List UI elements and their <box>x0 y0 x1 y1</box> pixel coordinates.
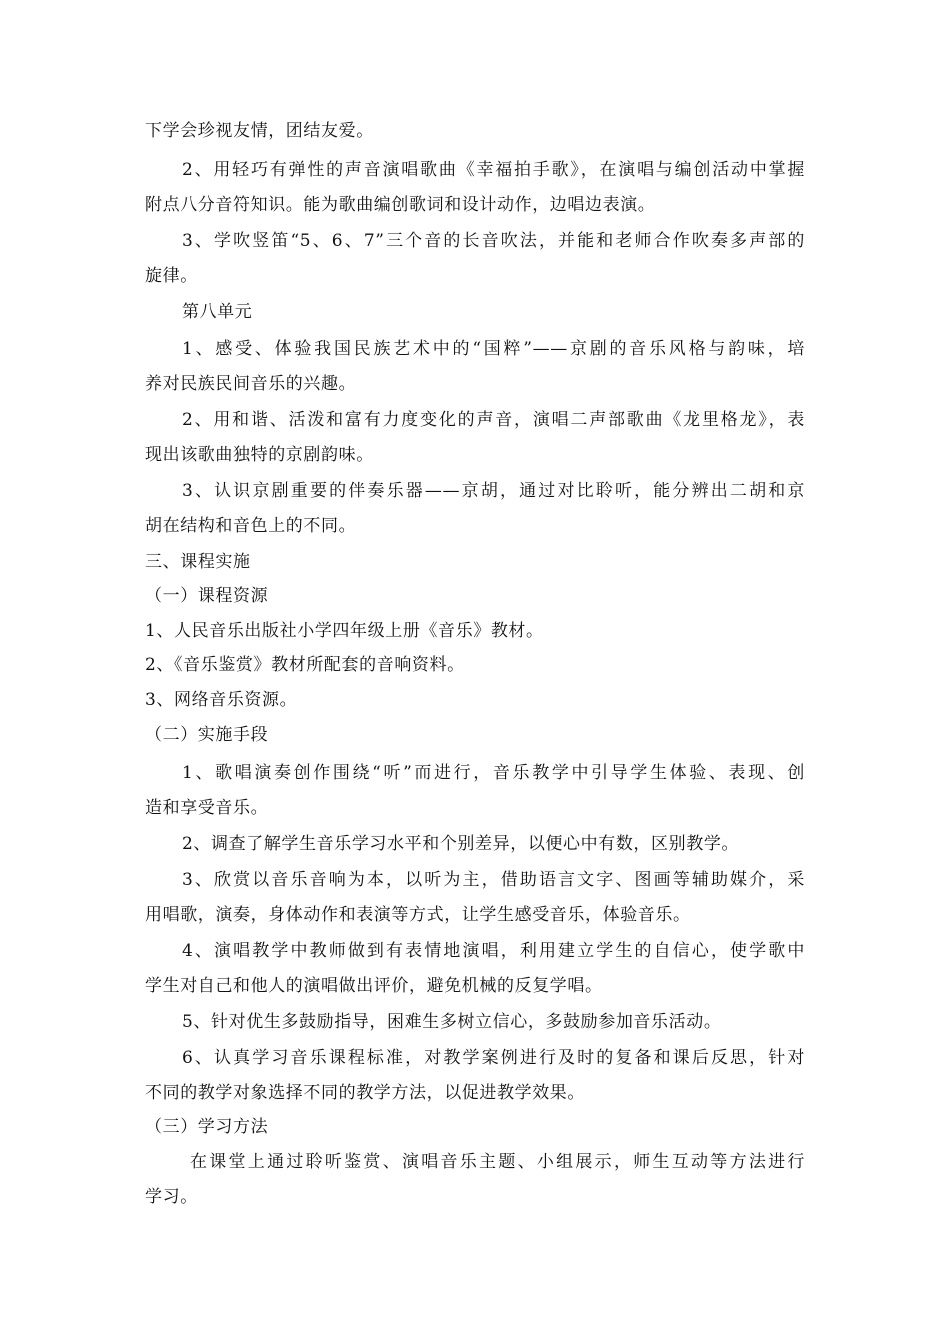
paragraph-line: 4、演唱教学中教师做到有表情地演唱，利用建立学生的自信心，使学歌中 <box>182 941 805 961</box>
paragraph-line: 附点八分音符知识。能为歌曲编创歌词和设计动作，边唱边表演。 <box>145 195 656 215</box>
paragraph-line: 2、用和谐、活泼和富有力度变化的声音，演唱二声部歌曲《龙里格龙》，表 <box>182 410 805 430</box>
paragraph-line: 造和享受音乐。 <box>145 798 269 818</box>
paragraph-line: 学习。 <box>145 1187 198 1207</box>
paragraph-line: 6、认真学习音乐课程标准，对教学案例进行及时的复备和课后反思，针对 <box>182 1048 805 1068</box>
section-heading: 第八单元 <box>182 302 253 322</box>
paragraph-line: 现出该歌曲独特的京剧韵味。 <box>145 445 374 465</box>
paragraph-line: 养对民族民间音乐的兴趣。 <box>145 374 357 394</box>
paragraph-line: 2、用轻巧有弹性的声音演唱歌曲《幸福拍手歌》，在演唱与编创活动中掌握 <box>182 160 805 180</box>
paragraph-line: 1、歌唱演奏创作围绕“听”而进行，音乐教学中引导学生体验、表现、创 <box>182 763 805 783</box>
paragraph-line: 在课堂上通过聆听鉴赏、演唱音乐主题、小组展示，师生互动等方法进行 <box>190 1152 805 1172</box>
section-heading: 三、课程实施 <box>145 552 251 572</box>
list-item: 2、《音乐鉴赏》教材所配套的音响资料。 <box>145 655 465 675</box>
list-item: 1、人民音乐出版社小学四年级上册《音乐》教材。 <box>145 621 544 641</box>
paragraph-line: 下学会珍视友情，团结友爱。 <box>145 121 374 141</box>
paragraph-line: 不同的教学对象选择不同的教学方法，以促进教学效果。 <box>145 1083 585 1103</box>
paragraph-line: 旋律。 <box>145 266 198 286</box>
subsection-heading: （一）课程资源 <box>145 586 269 606</box>
paragraph-line: 5、针对优生多鼓励指导，困难生多树立信心，多鼓励参加音乐活动。 <box>182 1012 722 1032</box>
paragraph-line: 用唱歌，演奏，身体动作和表演等方式，让学生感受音乐，体验音乐。 <box>145 905 691 925</box>
list-item: 3、网络音乐资源。 <box>145 690 298 710</box>
paragraph-line: 3、学吹竖笛“5、6、7”三个音的长音吹法，并能和老师合作吹奏多声部的 <box>182 231 805 251</box>
paragraph-line: 1、感受、体验我国民族艺术中的“国粹”——京剧的音乐风格与韵味，培 <box>182 339 805 359</box>
subsection-heading: （二）实施手段 <box>145 725 269 745</box>
paragraph-line: 2、调查了解学生音乐学习水平和个别差异，以便心中有数，区别教学。 <box>182 834 740 854</box>
paragraph-line: 胡在结构和音色上的不同。 <box>145 516 357 536</box>
paragraph-line: 3、欣赏以音乐音响为本，以听为主，借助语言文字、图画等辅助媒介，采 <box>182 870 805 890</box>
paragraph-line: 3、认识京剧重要的伴奏乐器——京胡，通过对比聆听，能分辨出二胡和京 <box>182 481 805 501</box>
paragraph-line: 学生对自己和他人的演唱做出评价，避免机械的反复学唱。 <box>145 976 603 996</box>
subsection-heading: （三）学习方法 <box>145 1117 269 1137</box>
